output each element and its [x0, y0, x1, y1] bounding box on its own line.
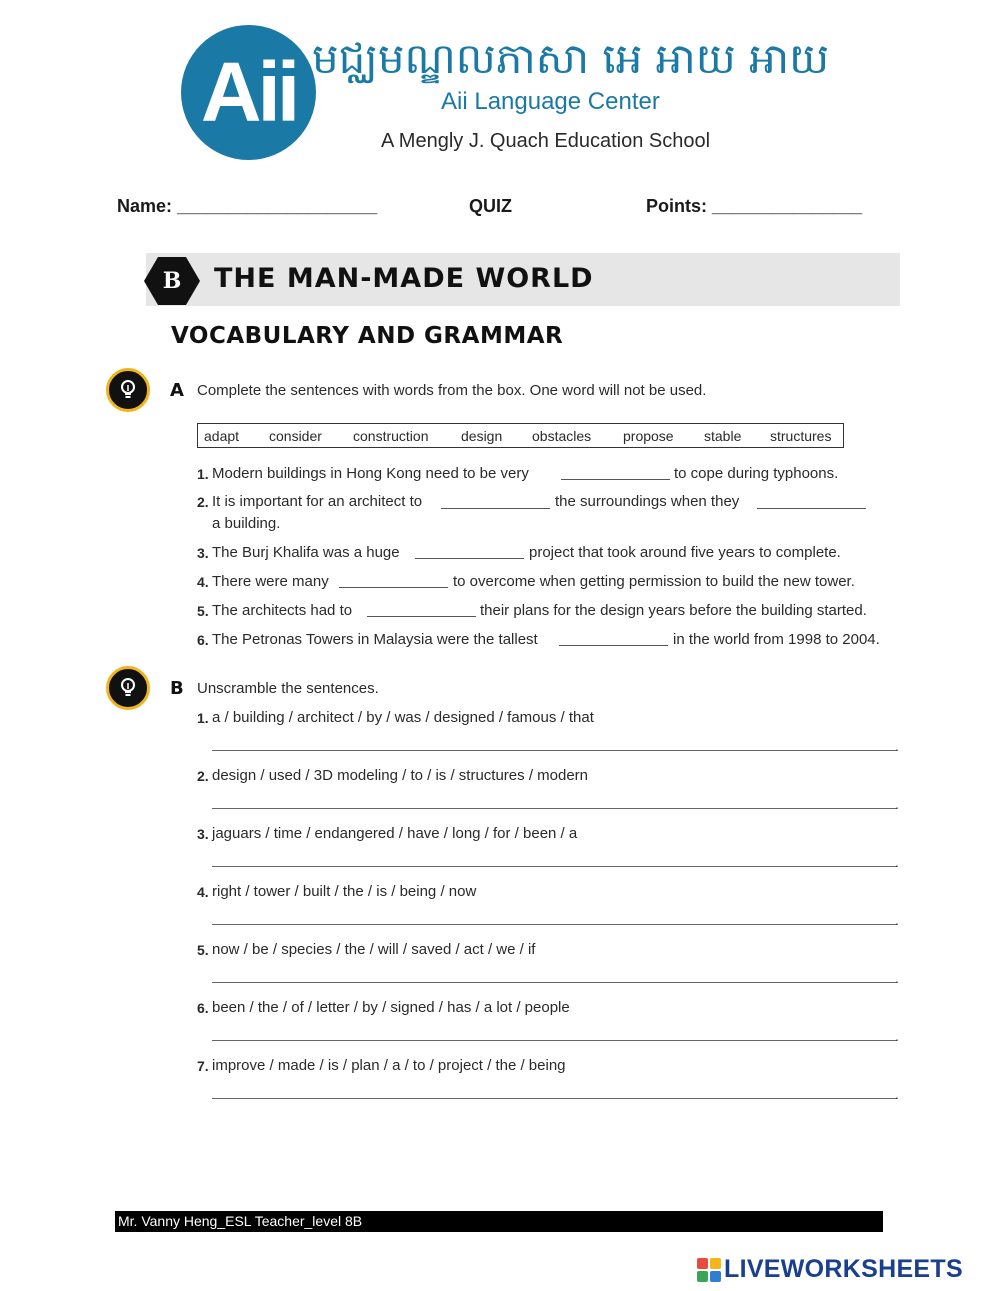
answer-line[interactable]: [212, 982, 897, 983]
sentence-text: their plans for the design years before the building started.: [480, 602, 867, 619]
teacher-credit: Mr. Vanny Heng_ESL Teacher_level 8B: [118, 1213, 363, 1229]
answer-blank[interactable]: [367, 616, 476, 617]
sentence-text: project that took around five years to complete.: [529, 544, 841, 561]
item-number: 6.: [197, 632, 209, 648]
word-box-item: consider: [269, 428, 322, 444]
exercise-a-letter: A: [170, 380, 184, 401]
line-end-period: .: [895, 912, 899, 928]
word-box-item: construction: [353, 428, 429, 444]
sentence-text: The architects had to: [212, 602, 353, 619]
scrambled-sentence: been / the / of / letter / by / signed / has / a lot / people: [212, 999, 570, 1016]
section-letter: B: [162, 268, 182, 294]
item-number: 1.: [197, 710, 209, 726]
answer-blank[interactable]: [441, 508, 550, 509]
line-end-period: .: [895, 796, 899, 812]
answer-blank[interactable]: [561, 479, 670, 480]
item-number: 3.: [197, 826, 209, 842]
word-box-item: propose: [623, 428, 674, 444]
scrambled-sentence: design / used / 3D modeling / to / is / structures / modern: [212, 767, 589, 784]
sentence-text: Modern buildings in Hong Kong need to be very: [212, 465, 529, 482]
khmer-school-name: មជ្ឈមណ្ឌលភាសា អេ អាយ អាយ: [312, 34, 830, 83]
sentence-text: a building.: [212, 515, 281, 532]
word-box-item: structures: [770, 428, 832, 444]
liveworksheets-watermark: LIVEWORKSHEETS: [724, 1255, 963, 1283]
answer-blank[interactable]: [415, 558, 524, 559]
word-box-item: adapt: [204, 428, 240, 444]
sentence-text: to cope during typhoons.: [674, 465, 839, 482]
answer-line[interactable]: [212, 750, 897, 751]
word-box-item: obstacles: [532, 428, 592, 444]
lightbulb-icon: [106, 666, 150, 710]
item-number: 5.: [197, 603, 209, 619]
logo-text: Aii: [200, 45, 297, 139]
answer-line[interactable]: [212, 924, 897, 925]
sentence-text: There were many: [212, 573, 329, 590]
section-heading: VOCABULARY AND GRAMMAR: [171, 323, 564, 349]
word-box-item: design: [461, 428, 503, 444]
line-end-period: .: [895, 970, 899, 986]
item-number: 2.: [197, 494, 209, 510]
scrambled-sentence: a / building / architect / by / was / designed / famous / that: [212, 709, 594, 726]
exercise-b-instruction: Unscramble the sentences.: [197, 680, 379, 697]
item-number: 3.: [197, 545, 209, 561]
answer-blank[interactable]: [757, 508, 866, 509]
scrambled-sentence: jaguars / time / endangered / have / long / for / been / a: [212, 825, 578, 842]
answer-blank[interactable]: [339, 587, 448, 588]
scrambled-sentence: now / be / species / the / will / saved / act / we / if: [212, 941, 536, 958]
section-title: THE MAN-MADE WORLD: [214, 263, 594, 294]
scrambled-sentence: improve / made / is / plan / a / to / project / the / being: [212, 1057, 566, 1074]
line-end-period: .: [895, 1028, 899, 1044]
name-field[interactable]: Name: ____________________: [117, 196, 378, 216]
answer-line[interactable]: [212, 808, 897, 809]
item-number: 5.: [197, 942, 209, 958]
sentence-text: It is important for an architect to: [212, 493, 423, 510]
scrambled-sentence: right / tower / built / the / is / being / now: [212, 883, 477, 900]
line-end-period: .: [895, 854, 899, 870]
item-number: 4.: [197, 884, 209, 900]
points-field[interactable]: Points: _______________: [646, 196, 863, 216]
answer-blank[interactable]: [559, 645, 668, 646]
item-number: 2.: [197, 768, 209, 784]
answer-line[interactable]: [212, 1040, 897, 1041]
quiz-label: QUIZ: [469, 196, 512, 216]
lightbulb-icon: [106, 368, 150, 412]
liveworksheets-logo-icon: [697, 1258, 721, 1282]
sentence-text: to overcome when getting permission to build the new tower.: [453, 573, 855, 590]
line-end-period: .: [895, 738, 899, 754]
item-number: 1.: [197, 466, 209, 482]
item-number: 6.: [197, 1000, 209, 1016]
word-box-item: stable: [704, 428, 742, 444]
answer-line[interactable]: [212, 1098, 897, 1099]
sentence-text: The Petronas Towers in Malaysia were the tallest: [212, 631, 538, 648]
sentence-text: The Burj Khalifa was a huge: [212, 544, 400, 561]
sentence-text: the surroundings when they: [555, 493, 740, 510]
sentence-text: in the world from 1998 to 2004.: [673, 631, 880, 648]
exercise-a-instruction: Complete the sentences with words from the box. One word will not be used.: [197, 382, 707, 399]
exercise-b-letter: B: [170, 678, 184, 699]
line-end-period: .: [895, 1086, 899, 1102]
center-name: Aii Language Center: [441, 88, 660, 115]
answer-line[interactable]: [212, 866, 897, 867]
item-number: 4.: [197, 574, 209, 590]
item-number: 7.: [197, 1058, 209, 1074]
school-name: A Mengly J. Quach Education School: [381, 130, 711, 152]
